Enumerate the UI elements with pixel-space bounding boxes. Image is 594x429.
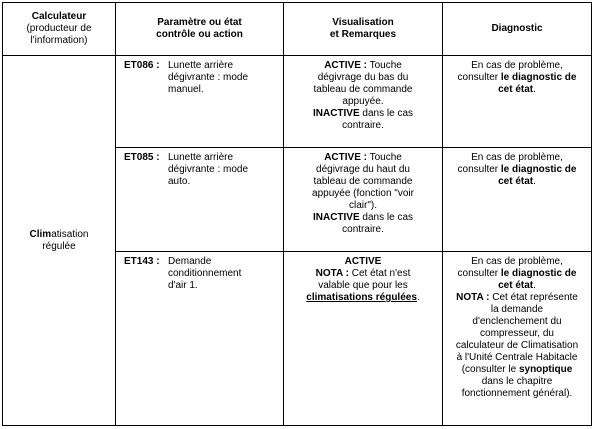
header-visualisation (284, 3, 443, 56)
table-row-et086 (3, 56, 592, 148)
diag-link-text: cet état (498, 84, 534, 95)
diag-line: dans le chapitre (481, 376, 553, 387)
header-diagnostic (443, 3, 592, 56)
state-code: ET085 : (124, 152, 160, 163)
param-line: auto. (168, 176, 191, 187)
vis-line: clair"). (349, 200, 377, 211)
diagnostic-cell (443, 252, 592, 426)
nota-label: NOTA : (315, 268, 349, 279)
diag-link-text: le diagnostic de (500, 268, 577, 279)
nota-text: Cet état n'est (348, 268, 411, 279)
state-code: ET086 : (124, 60, 160, 71)
header-row (3, 3, 592, 56)
diagnostic-table (2, 2, 592, 426)
nota-label: NOTA : (456, 292, 490, 303)
active-label: ACTIVE : (324, 152, 367, 163)
diag-line: (consulter le (461, 364, 519, 375)
vis-line: appuyée. (342, 96, 384, 107)
diag-line: d'enclenchement du (472, 316, 562, 327)
header-parametre-line1: Paramètre ou état (157, 17, 242, 28)
vis-line: valable que pour les (318, 280, 408, 291)
active-label: ACTIVE : (324, 60, 367, 71)
header-visualisation-line1: Visualisation (332, 17, 394, 28)
param-line: conditionnement (168, 268, 242, 279)
vis-line: tableau de commande (313, 84, 413, 95)
calculateur-bold: Clim (29, 228, 52, 240)
param-cell (116, 56, 284, 148)
diag-line: consulter (457, 72, 501, 83)
vis-line: appuyée (fonction "voir (312, 188, 414, 199)
diag-line: la demande (490, 304, 544, 315)
diagnostic-cell (443, 56, 592, 148)
header-diagnostic-label: Diagnostic (491, 23, 543, 34)
header-parametre (116, 3, 284, 56)
param-line: Lunette arrière (168, 152, 234, 163)
header-calculateur-title: Calculateur (31, 11, 87, 22)
active-text: Touche (366, 60, 402, 71)
header-visualisation-line2: et Remarques (329, 29, 397, 40)
active-label: ACTIVE (344, 256, 382, 267)
calculateur-rest: atisation (51, 228, 89, 240)
diag-line: fonctionnement général). (461, 388, 573, 399)
param-line: manuel. (168, 84, 204, 95)
diag-line: consulter (457, 164, 501, 175)
diag-line: consulter (457, 268, 501, 279)
diag-link-text: le diagnostic de (500, 72, 577, 83)
header-calculateur (3, 3, 116, 56)
state-code: ET143 : (124, 256, 160, 267)
climatisations-link-text: climatisations régulées (306, 292, 417, 303)
header-calculateur-sub1: (producteur de (26, 23, 92, 34)
diag-line: compresseur, du (480, 328, 554, 339)
vis-line: contraire. (342, 120, 384, 131)
nota-text: Cet état représente (489, 292, 578, 303)
param-cell (116, 252, 284, 426)
calculateur-cell (3, 56, 116, 426)
param-line: dégivrante : mode (168, 164, 249, 175)
visualisation-cell (284, 252, 443, 426)
param-cell (116, 148, 284, 252)
diag-line: En cas de problème, (471, 60, 563, 71)
vis-line: contraire. (342, 224, 384, 235)
param-line: Demande (168, 256, 212, 267)
diagnostic-cell (443, 148, 592, 252)
vis-line: . (416, 292, 420, 303)
diag-link-text: cet état (498, 280, 534, 291)
inactive-label: INACTIVE (312, 108, 360, 119)
synoptique-text: synoptique (518, 364, 573, 375)
inactive-text: dans le cas (359, 108, 414, 119)
vis-line: dégivrage du bas du (317, 72, 409, 83)
diag-line: . (533, 280, 536, 291)
diag-line: En cas de problème, (471, 256, 563, 267)
diag-line: . (533, 84, 536, 95)
diag-link-text: le diagnostic de (500, 164, 577, 175)
header-parametre-line2: contrôle ou action (156, 29, 243, 40)
vis-line: tableau de commande (313, 176, 413, 187)
calculateur-line2: régulée (42, 240, 76, 252)
visualisation-cell (284, 56, 443, 148)
diag-line: calculateur de Climatisation (455, 340, 579, 351)
inactive-text: dans le cas (359, 212, 414, 223)
diag-line: . (533, 176, 536, 187)
vis-line: dégivrage du haut du (316, 164, 410, 175)
param-line: Lunette arrière (168, 60, 234, 71)
param-line: d'air 1. (168, 280, 198, 291)
visualisation-cell (284, 148, 443, 252)
diag-line: à l'Unité Centrale Habitacle (456, 352, 578, 363)
diag-line: En cas de problème, (471, 152, 563, 163)
diag-link-text: cet état (498, 176, 534, 187)
active-text: Touche (366, 152, 402, 163)
inactive-label: INACTIVE (312, 212, 360, 223)
param-line: dégivrante : mode (168, 72, 249, 83)
header-calculateur-sub2: l'information) (30, 35, 88, 46)
